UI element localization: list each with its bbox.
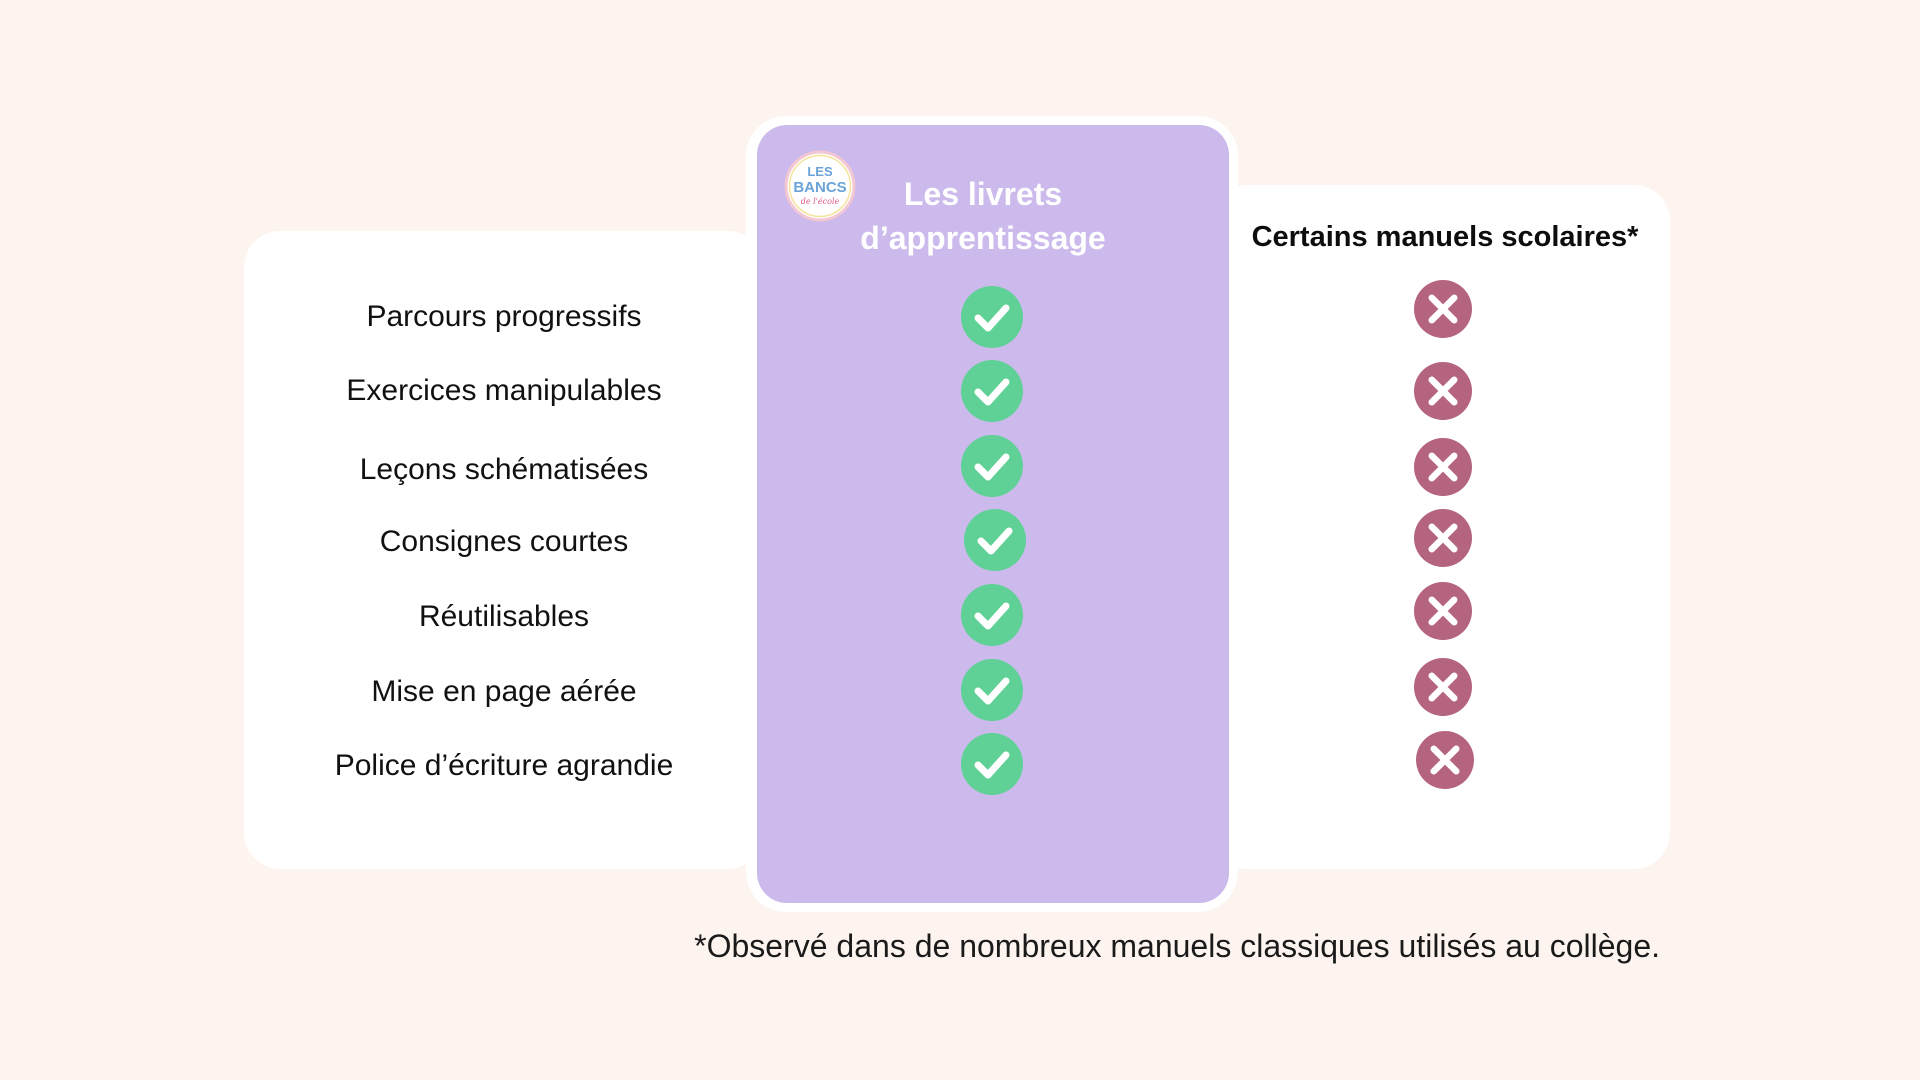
x-circle-icon: [1414, 509, 1472, 567]
criterion-consignes-courtes: Consignes courtes: [379, 525, 629, 558]
livrets-column-title: [800, 172, 1166, 260]
x-circle-icon: [1416, 731, 1474, 789]
check-circle-icon: [961, 733, 1023, 795]
x-circle-icon: [1414, 280, 1472, 338]
criterion-police-agrandie: Police d’écriture agrandie: [334, 749, 674, 782]
x-circle-icon: [1414, 438, 1472, 496]
svg-text:BANCS: BANCS: [793, 179, 847, 196]
svg-text:LES: LES: [807, 164, 833, 179]
check-circle-icon: [961, 286, 1023, 348]
criterion-lecons-schematisees: Leçons schématisées: [359, 453, 649, 486]
footnote: *Observé dans de nombreux manuels classiques utilisés au collège.: [694, 928, 1660, 964]
check-circle-icon: [961, 584, 1023, 646]
x-circle-icon: [1414, 582, 1472, 640]
x-circle-icon: [1414, 362, 1472, 420]
x-circle-icon: [1414, 658, 1472, 716]
check-circle-icon: [961, 360, 1023, 422]
criterion-reutilisables: Réutilisables: [418, 600, 590, 633]
livrets-title-line1: Les livrets: [903, 176, 1063, 212]
criterion-parcours-progressifs: Parcours progressifs: [366, 300, 642, 333]
svg-text:de l'école: de l'école: [800, 197, 840, 206]
criterion-exercices-manipulables: Exercices manipulables: [346, 374, 662, 407]
check-circle-icon: [964, 509, 1026, 571]
check-circle-icon: [961, 435, 1023, 497]
check-circle-icon: [961, 659, 1023, 721]
livrets-title-line2: d’apprentissage: [860, 220, 1106, 256]
criterion-mise-en-page-aeree: Mise en page aérée: [371, 675, 637, 708]
manuels-column-title: Certains manuels scolaires*: [1251, 221, 1639, 253]
